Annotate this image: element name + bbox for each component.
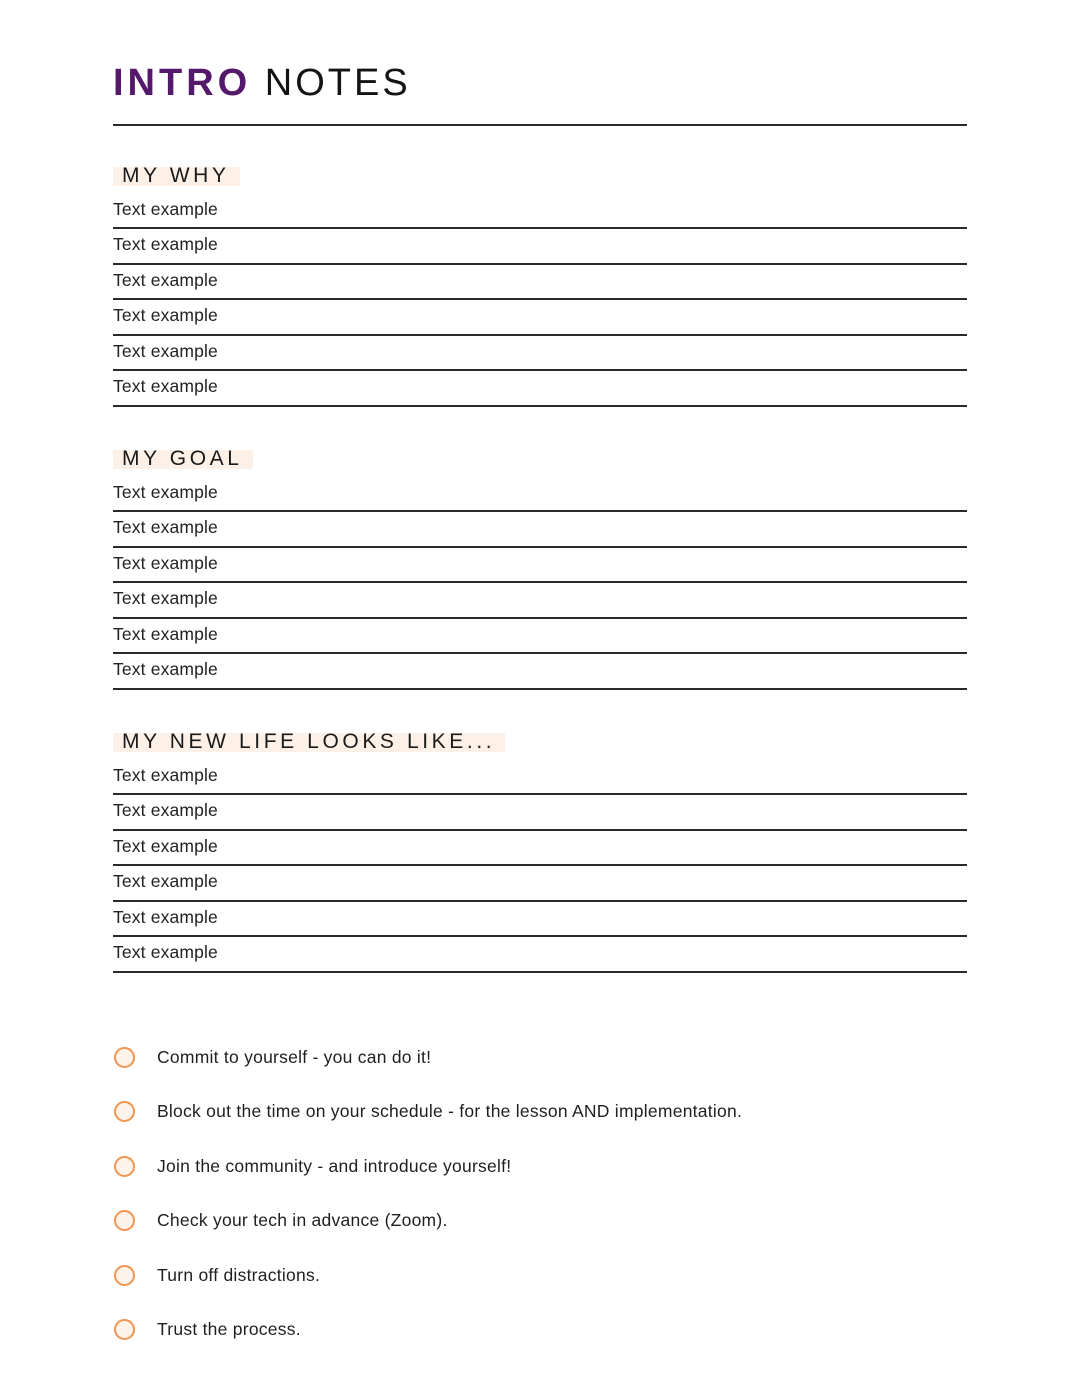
writing-line[interactable]: [113, 866, 967, 902]
checkbox-circle-icon[interactable]: [114, 1319, 135, 1340]
section-my-goal: [113, 447, 967, 690]
writing-line-text: Text example: [113, 623, 218, 644]
checklist-item-label: Join the community - and introduce yourself!: [157, 1155, 512, 1176]
writing-line-text: Text example: [113, 871, 218, 892]
title-block: [113, 0, 967, 126]
writing-line-text: Text example: [113, 764, 218, 785]
writing-line-text: Text example: [113, 588, 218, 609]
checklist-item[interactable]: [113, 1084, 967, 1139]
checklist-item-label: Block out the time on your schedule - for the lesson AND implementation.: [157, 1101, 743, 1122]
checklist-item[interactable]: [113, 1248, 967, 1303]
writing-line[interactable]: [113, 300, 967, 336]
section-heading-label: MY WHY: [122, 163, 230, 187]
writing-line[interactable]: [113, 512, 967, 548]
title-divider: [113, 124, 967, 126]
page-title: [113, 64, 967, 104]
writing-line-text: Text example: [113, 517, 218, 538]
writing-line[interactable]: [113, 902, 967, 938]
page-title-light: NOTES: [264, 62, 411, 104]
checklist-item[interactable]: [113, 1302, 967, 1357]
checkbox-circle-icon[interactable]: [114, 1210, 135, 1231]
writing-line-text: Text example: [113, 234, 218, 255]
writing-line[interactable]: [113, 477, 967, 513]
writing-line[interactable]: [113, 583, 967, 619]
writing-line-text: Text example: [113, 305, 218, 326]
writing-line-text: Text example: [113, 481, 218, 502]
writing-lines-my-new-life: [113, 760, 967, 973]
writing-line[interactable]: [113, 619, 967, 655]
writing-line[interactable]: [113, 336, 967, 372]
writing-line-text: Text example: [113, 552, 218, 573]
checklist-item[interactable]: [113, 1030, 967, 1085]
checklist: [113, 1030, 967, 1357]
section-heading-my-why: [113, 164, 240, 188]
checkbox-circle-icon[interactable]: [114, 1156, 135, 1177]
page-title-strong: INTRO: [113, 62, 252, 104]
section-my-why: [113, 164, 967, 407]
writing-line-text: Text example: [113, 659, 218, 680]
checklist-item-label: Commit to yourself - you can do it!: [157, 1046, 432, 1067]
writing-line[interactable]: [113, 371, 967, 407]
writing-line[interactable]: [113, 194, 967, 230]
writing-line[interactable]: [113, 760, 967, 796]
checkbox-circle-icon[interactable]: [114, 1101, 135, 1122]
writing-lines-my-why: [113, 194, 967, 407]
checklist-item-label: Turn off distractions.: [157, 1264, 321, 1285]
writing-line-text: Text example: [113, 376, 218, 397]
writing-line[interactable]: [113, 937, 967, 973]
writing-line[interactable]: [113, 795, 967, 831]
writing-line[interactable]: [113, 831, 967, 867]
writing-line[interactable]: [113, 654, 967, 690]
writing-line-text: Text example: [113, 942, 218, 963]
writing-line[interactable]: [113, 548, 967, 584]
writing-line-text: Text example: [113, 198, 218, 219]
section-heading-label: MY NEW LIFE LOOKS LIKE...: [122, 729, 496, 753]
section-heading-my-goal: [113, 447, 253, 471]
writing-lines-my-goal: [113, 477, 967, 690]
writing-line-text: Text example: [113, 835, 218, 856]
section-heading-my-new-life: [113, 730, 505, 754]
writing-line-text: Text example: [113, 906, 218, 927]
writing-line-text: Text example: [113, 269, 218, 290]
writing-line-text: Text example: [113, 340, 218, 361]
writing-line-text: Text example: [113, 800, 218, 821]
checklist-item[interactable]: [113, 1193, 967, 1248]
checklist-item[interactable]: [113, 1139, 967, 1194]
checklist-item-label: Check your tech in advance (Zoom).: [157, 1210, 448, 1231]
section-my-new-life: [113, 730, 967, 973]
checklist-item-label: Trust the process.: [157, 1319, 301, 1340]
checkbox-circle-icon[interactable]: [114, 1047, 135, 1068]
writing-line[interactable]: [113, 265, 967, 301]
section-heading-label: MY GOAL: [122, 446, 243, 470]
writing-line[interactable]: [113, 229, 967, 265]
checkbox-circle-icon[interactable]: [114, 1265, 135, 1286]
